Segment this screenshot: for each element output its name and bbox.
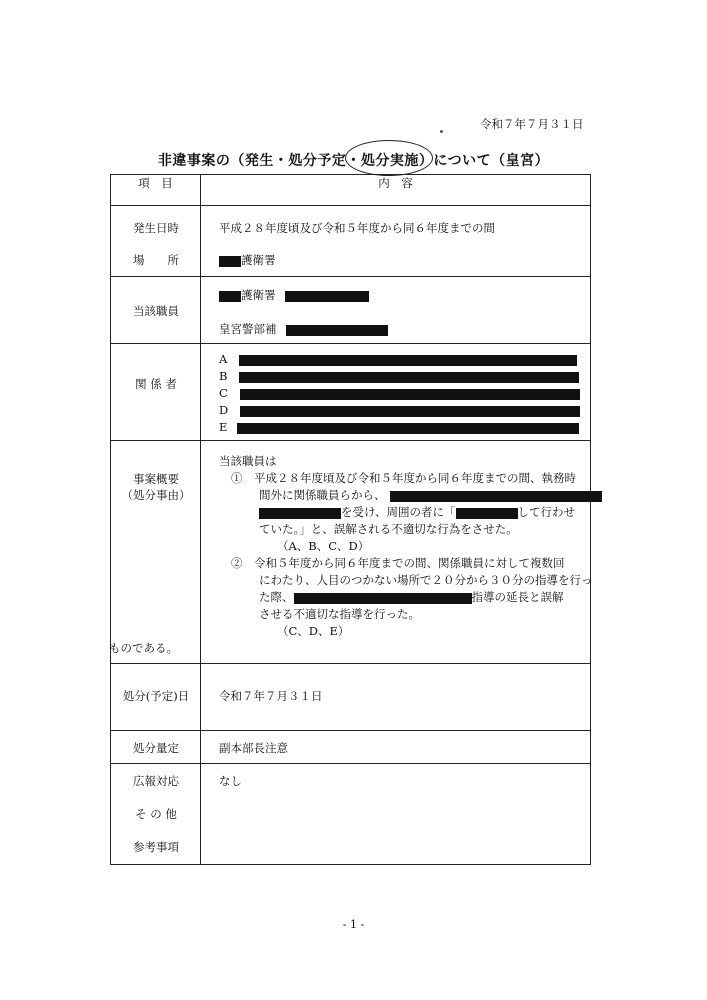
case-table: [110, 174, 591, 865]
disposal-amount-label-cell: [111, 731, 201, 764]
related-person-c: [219, 386, 580, 400]
related-letter: D: [219, 403, 229, 417]
summary-text: た際、: [259, 590, 294, 604]
redaction-bar: [286, 325, 388, 336]
redaction-bar: [219, 291, 241, 302]
employee-line-1: [219, 287, 369, 303]
summary-label-cell: [111, 441, 201, 664]
other-value-cell: [201, 764, 591, 865]
header-item: 項 目: [111, 175, 201, 206]
table-row: [111, 344, 591, 441]
summary-closing: ものである。: [109, 641, 178, 655]
summary-item2-line3: [259, 589, 564, 605]
related-letter: B: [219, 369, 228, 383]
related-value-cell: [201, 344, 591, 441]
disposal-date-label: 処分(予定)日: [122, 689, 190, 703]
related-label-cell: [111, 344, 201, 441]
table-row: [111, 277, 591, 344]
occurrence-date-value: 平成２８年度頃及び令和５年度から同６年度までの間: [219, 221, 495, 235]
table-header-row: [111, 175, 591, 206]
table-row: [111, 441, 591, 664]
related-person-d: [219, 403, 580, 417]
pr-label: 広報対応: [133, 774, 179, 788]
related-letter: A: [219, 352, 228, 366]
table-row: [111, 731, 591, 764]
employee-unit: 護衛署: [241, 288, 276, 302]
related-letter: E: [219, 420, 228, 434]
redaction-bar: [294, 593, 472, 604]
summary-item2-line4: させる不適切な指導を行った。: [259, 607, 420, 621]
place-value: 護衛署: [241, 253, 276, 267]
summary-intro: 当該職員は: [219, 454, 277, 468]
summary-text: 間外に関係職員らから、: [259, 488, 386, 502]
other-label: そ の 他: [135, 807, 177, 821]
employee-label-cell: [111, 277, 201, 344]
redaction-bar: [285, 291, 369, 302]
other-label-cell: [111, 764, 201, 865]
related-person-b: [219, 369, 579, 383]
summary-item2-line1: ② 令和５年度から同６年度までの間、関係職員に対して複数回: [231, 556, 565, 570]
disposal-date-label-cell: [111, 664, 201, 731]
redaction-bar: [239, 355, 577, 366]
redaction-bar: [259, 508, 341, 519]
related-label: 関 係 者: [135, 377, 177, 391]
disposal-date-value-cell: [201, 664, 591, 731]
summary-text: して行わせ: [517, 505, 576, 519]
header-content: 内 容: [201, 175, 591, 206]
table-row: [111, 206, 591, 277]
summary-text: を受け、周囲の者に「: [341, 505, 456, 519]
summary-item1-refs: （A、B、C、D）: [277, 539, 370, 553]
employee-value-cell: [201, 277, 591, 344]
disposal-amount-label: 処分量定: [133, 741, 179, 755]
employee-rank: 皇宮警部補: [219, 322, 277, 336]
page-number: - 1 -: [342, 918, 365, 931]
place-value-line: [219, 252, 276, 268]
redaction-bar: [237, 423, 579, 434]
redaction-bar: [456, 508, 518, 519]
disposal-amount-value: 副本部長注意: [219, 741, 288, 755]
summary-item2-refs: （C、D、E）: [277, 624, 350, 638]
summary-item1-line4: ていた。」と、誤解される不適切な行為をさせた。: [259, 522, 518, 536]
related-letter: C: [219, 386, 228, 400]
document-title: 非違事案の（発生・処分予定・処分実施）について（皇宮）: [157, 153, 550, 169]
redaction-bar: [240, 389, 580, 400]
occurrence-label-cell: [111, 206, 201, 277]
summary-item1-line3: [259, 504, 575, 520]
occurrence-date-label: 発生日時: [133, 221, 179, 235]
summary-item1-line2: [259, 487, 602, 503]
pr-value: なし: [219, 774, 242, 788]
disposal-date-value: 令和７年７月３１日: [219, 689, 323, 703]
employee-label: 当該職員: [133, 304, 179, 318]
redaction-bar: [239, 372, 579, 383]
summary-item1-line1: ① 平成２８年度頃及び令和５年度から同６年度までの間、執務時: [231, 471, 576, 485]
redaction-bar: [390, 491, 602, 502]
selection-circle: [345, 140, 433, 176]
redaction-bar: [219, 256, 241, 267]
employee-line-2: [219, 321, 388, 337]
summary-label-sub: （処分事由）: [121, 488, 191, 502]
summary-text: 指導の延長と誤解: [471, 590, 564, 604]
related-person-e: [219, 420, 579, 434]
scan-speck: [440, 130, 443, 133]
disposal-amount-value-cell: [201, 731, 591, 764]
redaction-bar: [240, 406, 580, 417]
reference-label: 参考事項: [133, 840, 179, 854]
occurrence-value-cell: [201, 206, 591, 277]
summary-label: 事案概要: [133, 472, 179, 486]
table-row: [111, 764, 591, 865]
related-person-a: [219, 352, 577, 366]
document-date: 令和７年７月３１日: [480, 117, 584, 131]
place-label: 場 所: [133, 253, 179, 267]
table-row: [111, 664, 591, 731]
summary-item2-line2: にわたり、人目のつかない場所で２０分から３０分の指導を行っ: [259, 573, 593, 587]
